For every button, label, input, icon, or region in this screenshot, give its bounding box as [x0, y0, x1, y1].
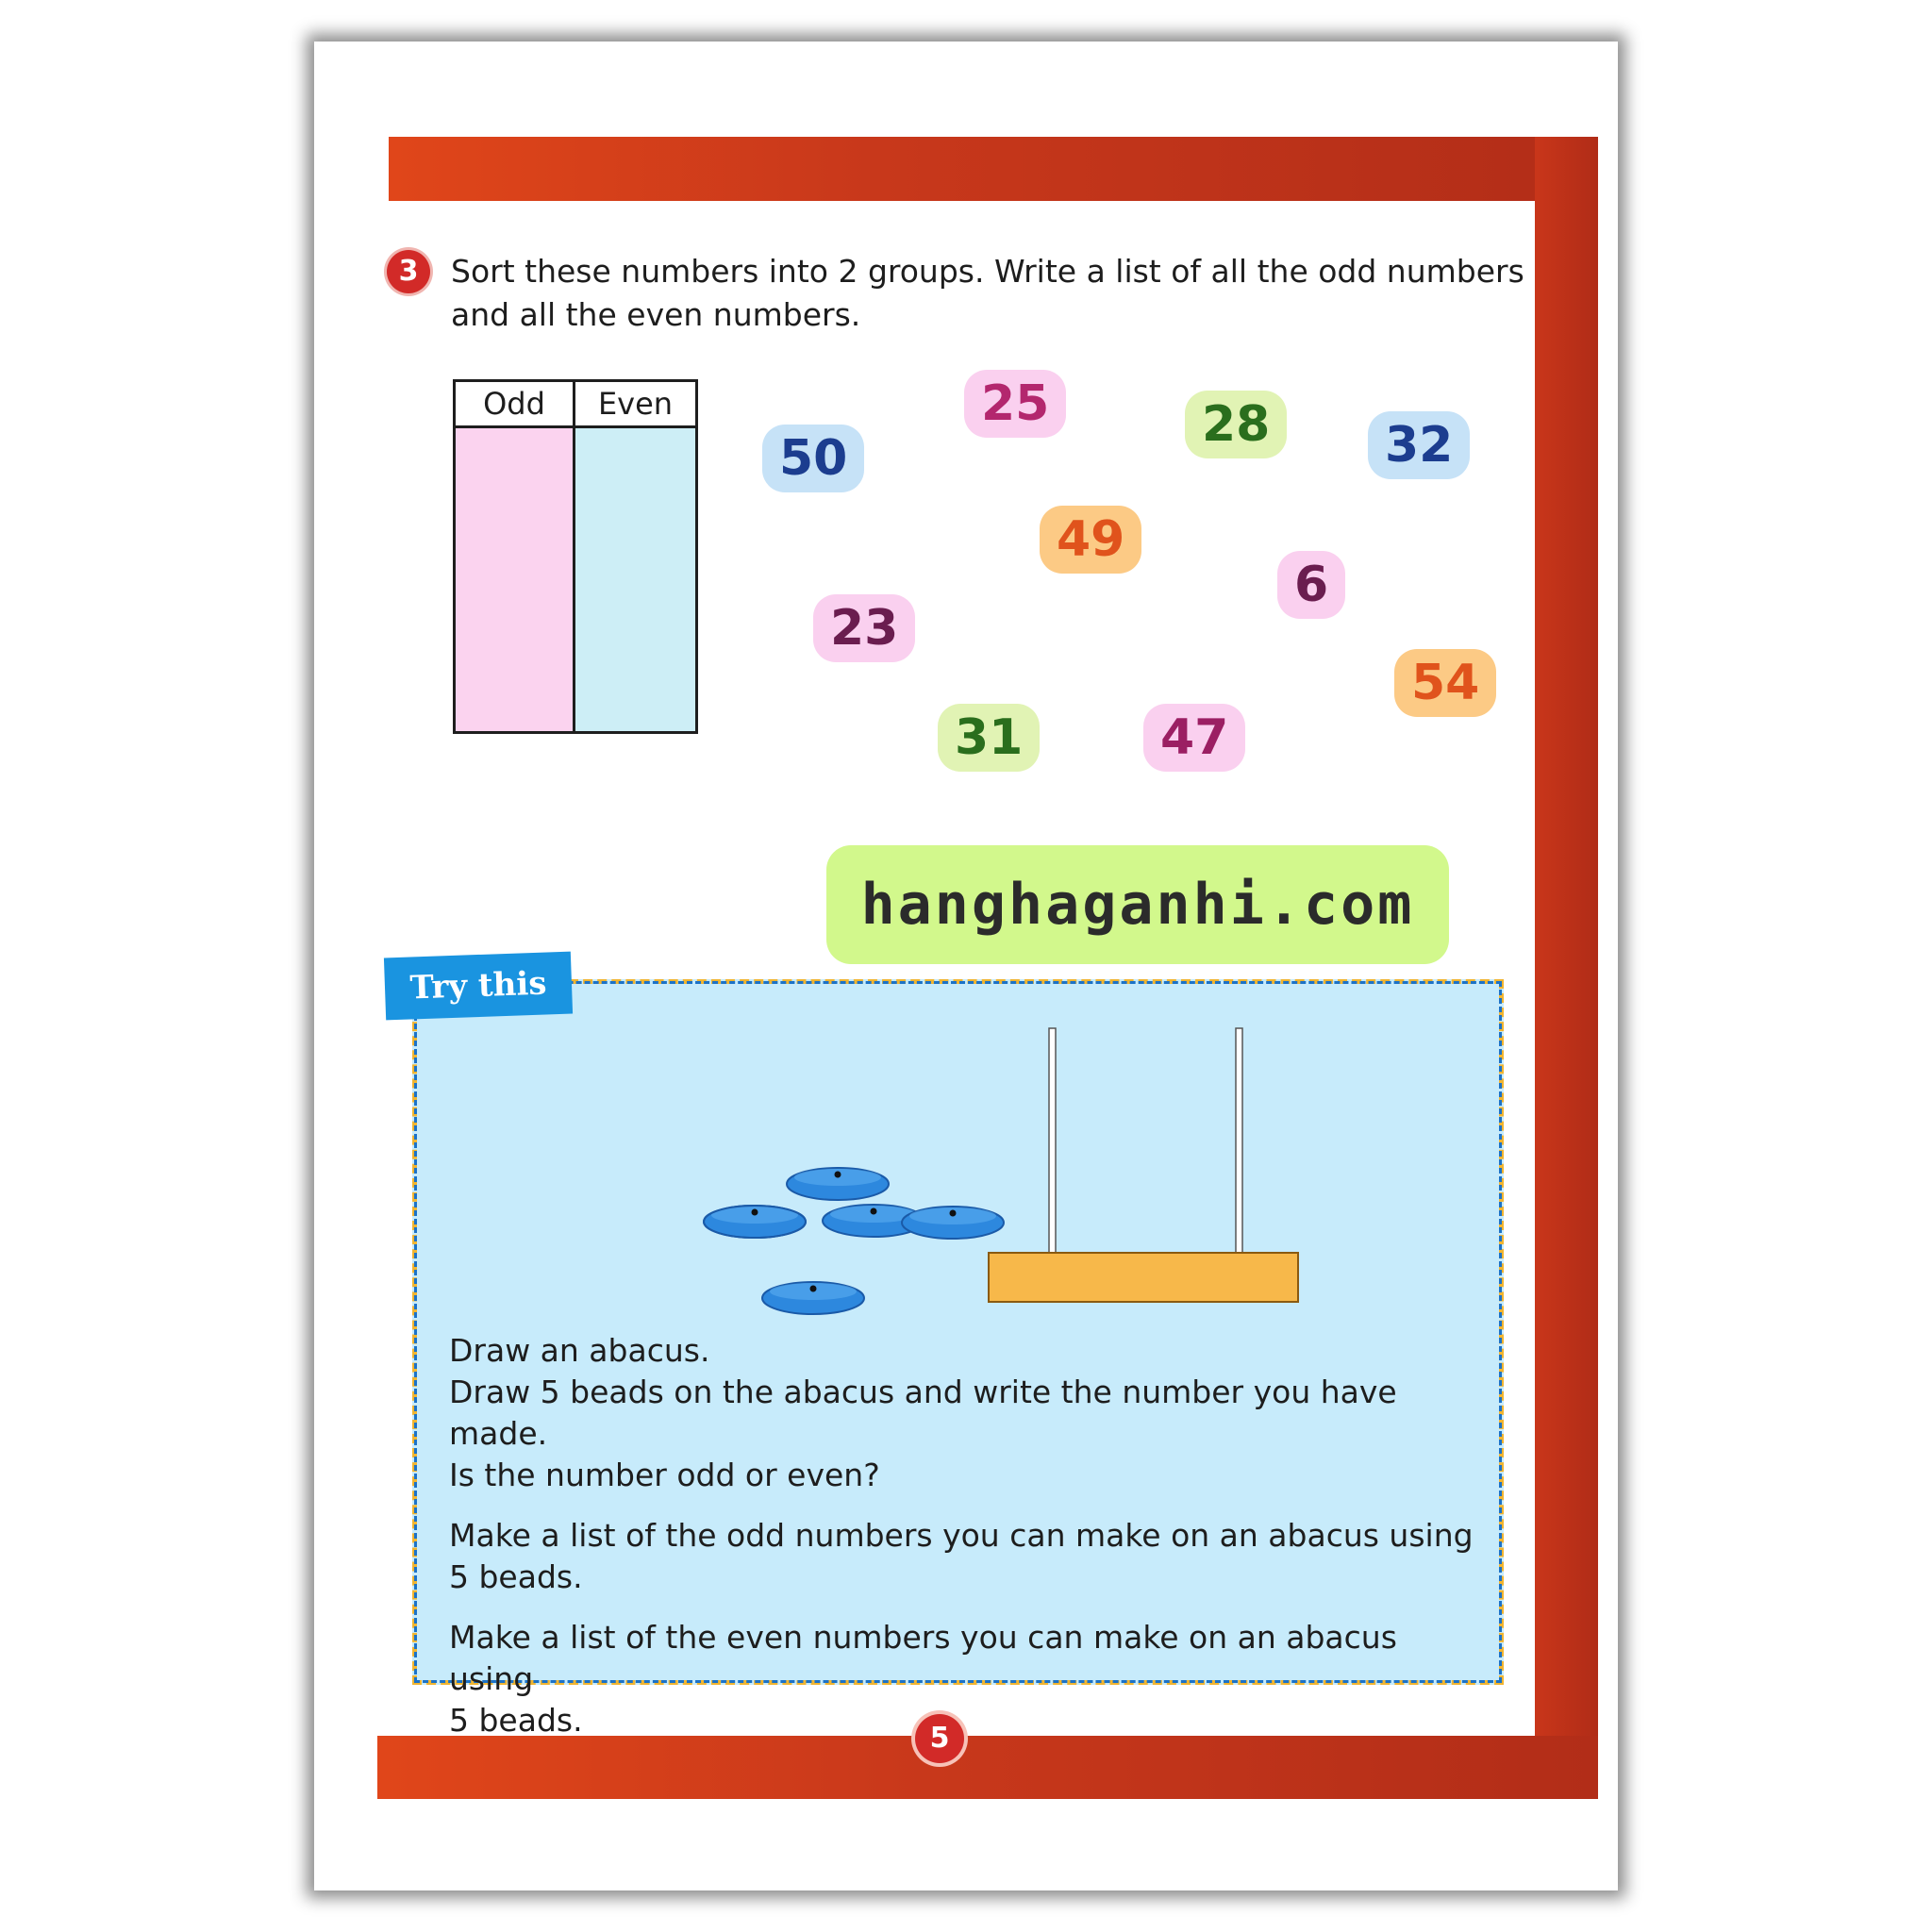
- abacus-rod: [1049, 1028, 1056, 1255]
- question-line-2: and all the even numbers.: [451, 296, 861, 333]
- page-frame-right: [1535, 137, 1598, 1799]
- odd-header: Odd: [456, 382, 573, 428]
- instruction-line: 5 beads.: [449, 1558, 583, 1595]
- abacus-rod: [1236, 1028, 1242, 1255]
- odd-even-table: [453, 379, 698, 734]
- even-header: Even: [575, 382, 695, 428]
- abacus-base: [989, 1253, 1298, 1302]
- number-card: 47: [1143, 704, 1245, 772]
- page-frame-top: [389, 137, 1596, 201]
- question-line-1: Sort these numbers into 2 groups. Write a list of all the odd numbers: [451, 253, 1524, 290]
- number-card: 54: [1394, 649, 1496, 717]
- instruction-line: Draw an abacus.: [449, 1332, 710, 1369]
- number-card: 28: [1185, 391, 1287, 458]
- abacus-frame: [989, 1028, 1298, 1302]
- number-card: 49: [1040, 506, 1141, 574]
- number-card: 25: [964, 370, 1066, 438]
- loose-beads: [704, 1168, 1004, 1314]
- number-card: 23: [813, 594, 915, 662]
- number-card: 6: [1277, 551, 1345, 619]
- question-text: [451, 250, 1524, 337]
- number-card: 50: [762, 425, 864, 492]
- watermark-label: hanghaganhi.com: [826, 845, 1449, 964]
- instruction-line: Make a list of the even numbers you can make on an abacus using: [449, 1619, 1397, 1697]
- instruction-line: Make a list of the odd numbers you can make on an abacus using: [449, 1517, 1474, 1554]
- try-this-instructions: [449, 1330, 1487, 1741]
- question-number-badge: 3: [387, 250, 430, 293]
- odd-column: [456, 382, 575, 731]
- number-card: 32: [1368, 411, 1470, 479]
- number-card: 31: [938, 704, 1040, 772]
- instruction-line: Draw 5 beads on the abacus and write the number you have made.: [449, 1374, 1397, 1452]
- instruction-line: Is the number odd or even?: [449, 1457, 880, 1493]
- try-this-label: Try this: [384, 952, 573, 1021]
- instruction-line: 5 beads.: [449, 1702, 583, 1739]
- page-number: 5: [915, 1714, 964, 1763]
- abacus-illustration: [566, 1009, 1321, 1330]
- even-column: [575, 382, 695, 731]
- page-frame-bottom: [377, 1736, 1598, 1799]
